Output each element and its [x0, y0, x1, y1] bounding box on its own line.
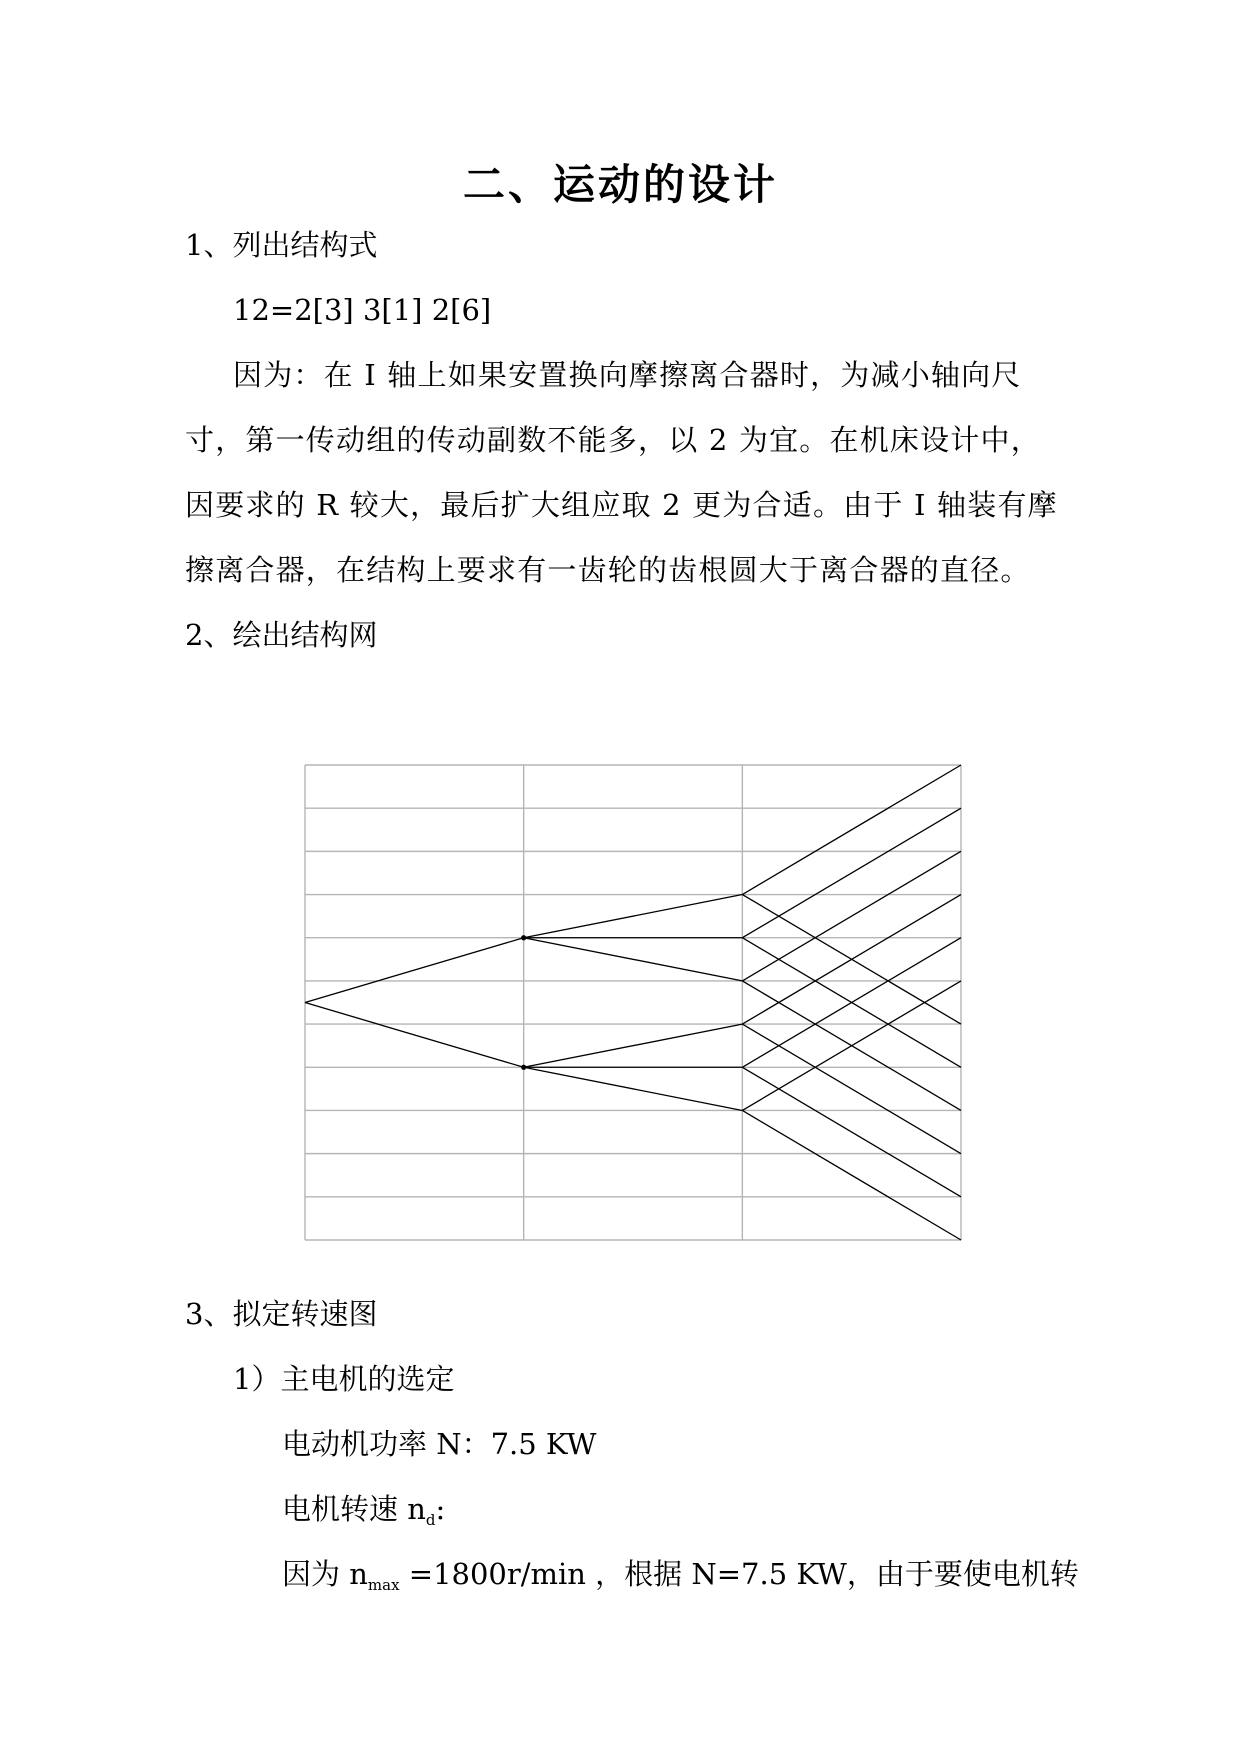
branch-node [521, 935, 526, 940]
paragraph-line-2: 寸，第一传动组的传动副数不能多，以 2 为宜。在机床设计中， [185, 423, 1041, 457]
transmission-line [742, 765, 961, 895]
transmission-line [742, 851, 961, 981]
transmission-line [742, 808, 961, 938]
motor-speed-line [282, 1491, 445, 1538]
transmission-line [742, 1067, 961, 1197]
transmission-line [524, 1067, 743, 1110]
motor-speed-subscript: d [425, 1511, 436, 1529]
section-3-heading: 3、拟定转速图 [185, 1297, 378, 1331]
paragraph-line-3: 因要求的 R 较大，最后扩大组应取 2 更为合适。由于 I 轴装有摩 [185, 488, 1058, 522]
diagram-grid [305, 765, 961, 1240]
transmission-line [524, 938, 743, 981]
diagram-transmission-lines [305, 765, 961, 1240]
because-line [282, 1556, 1079, 1603]
motor-power-line: 电动机功率 N：7.5 KW [282, 1427, 597, 1461]
transmission-line [305, 1003, 524, 1068]
structure-formula: 12=2[3] 3[1] 2[6] [233, 293, 492, 327]
transmission-line [742, 1024, 961, 1154]
because-subscript: max [367, 1576, 400, 1594]
because-rest: =1800r/min ，根据 N=7.5 KW，由于要使电机转 [399, 1557, 1079, 1591]
paragraph-line-4: 擦离合器，在结构上要求有一齿轮的齿根圆大于离合器的直径。 [185, 553, 1031, 587]
transmission-line [524, 1024, 743, 1067]
paragraph-line-1: 因为：在 I 轴上如果安置换向摩擦离合器时，为减小轴向尺 [233, 358, 1022, 392]
transmission-line [742, 1110, 961, 1240]
transmission-line [524, 895, 743, 938]
branch-node [521, 1065, 526, 1070]
motor-speed-label: 电机转速 n [282, 1492, 426, 1526]
motor-speed-colon: : [435, 1492, 446, 1526]
because-prefix: 因为 n [282, 1557, 368, 1591]
page-title: 二、运动的设计 [462, 160, 778, 209]
section-1-heading: 1、列出结构式 [185, 228, 378, 262]
subsection-main-motor: 1）主电机的选定 [233, 1362, 455, 1396]
section-2-heading: 2、绘出结构网 [185, 618, 378, 652]
structure-network-diagram [300, 760, 966, 1245]
transmission-line [305, 938, 524, 1003]
